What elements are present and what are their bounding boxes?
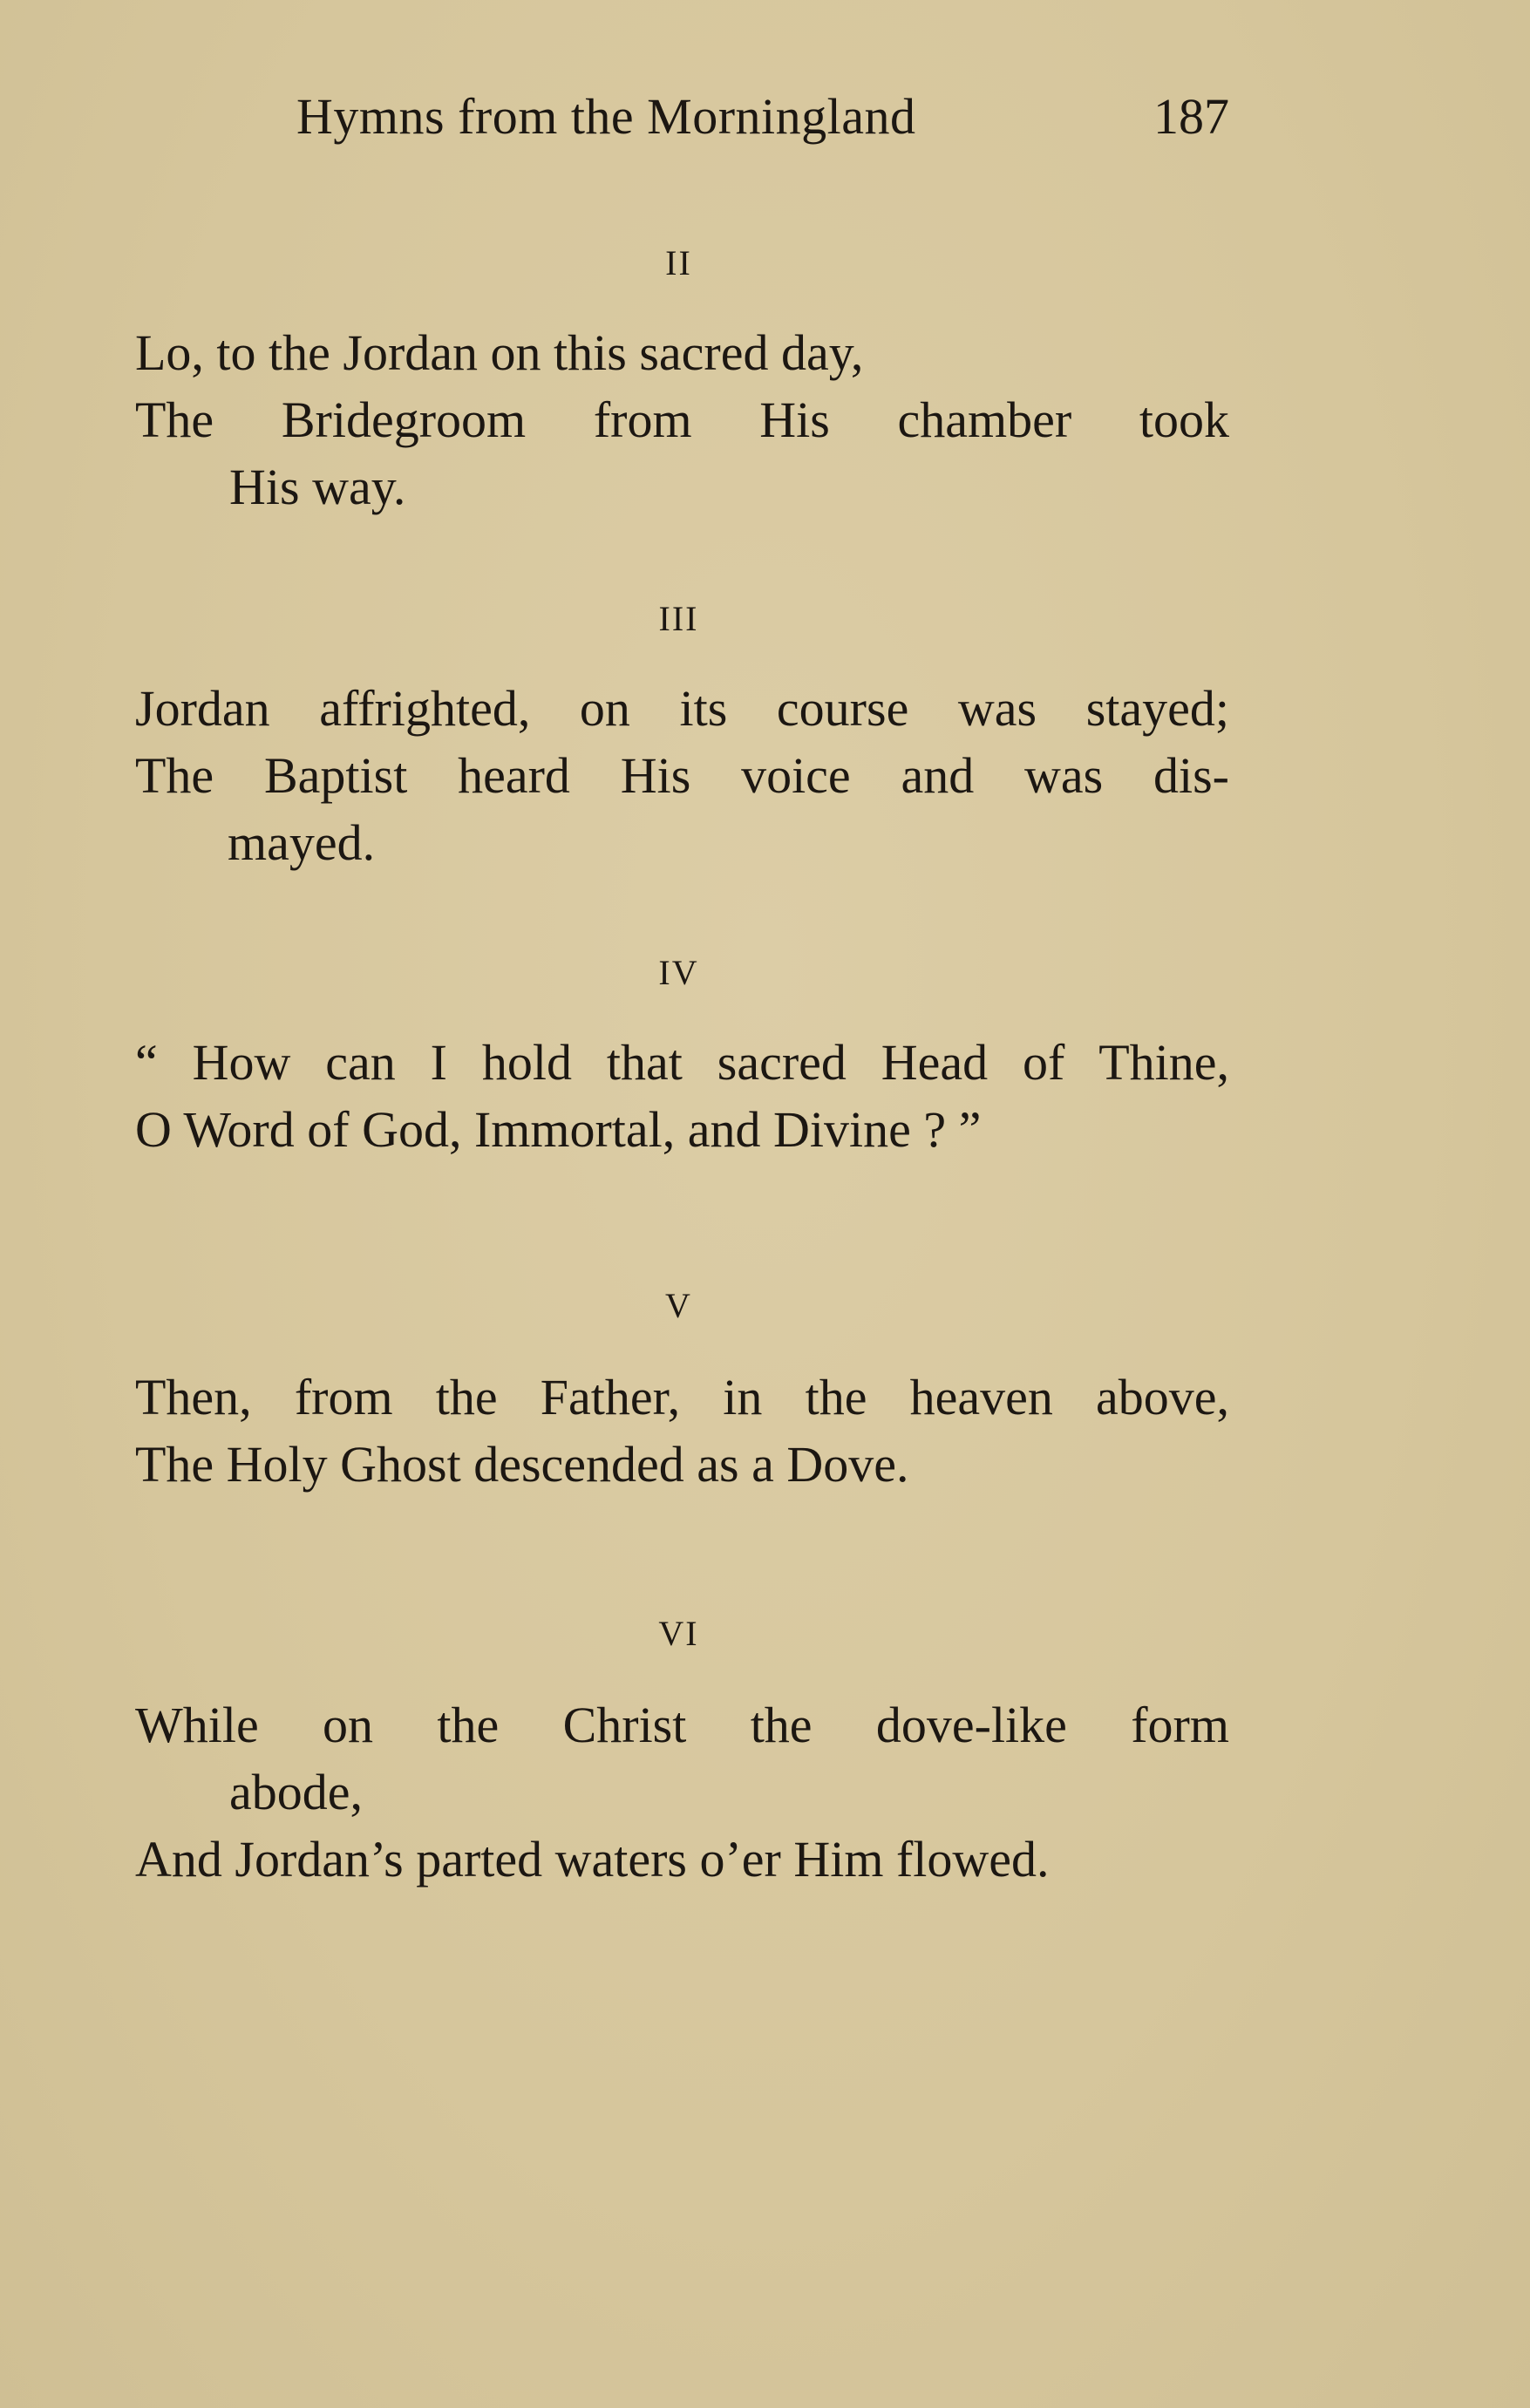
verse-line: Lo, to the Jordan on this sacred day,	[135, 324, 864, 381]
stanza-v	[135, 1364, 1229, 1498]
verse-line: While on the Christ the dove-like form	[135, 1697, 1229, 1753]
verse-line: Jordan affrighted, on its course was stayed;	[135, 680, 1229, 737]
stanza-number-v: V	[665, 1286, 692, 1325]
verse-line: abode,	[229, 1764, 363, 1820]
verse-line: Then, from the Father, in the heaven above,	[135, 1369, 1229, 1425]
verse-line: His way.	[229, 459, 406, 515]
stanza-iii	[135, 675, 1229, 876]
stanza-number-vi: VI	[658, 1614, 699, 1653]
verse-line: “ How can I hold that sacred Head of Thine,	[135, 1034, 1229, 1091]
verse-line: O Word of God, Immortal, and Divine ? ”	[135, 1101, 982, 1158]
stanza-vi	[135, 1691, 1229, 1893]
verse-line: The Holy Ghost descended as a Dove.	[135, 1436, 909, 1493]
stanza-ii	[135, 319, 1229, 520]
stanza-iv	[135, 1029, 1229, 1163]
stanza-number-iii: III	[658, 599, 699, 638]
stanza-number-ii: II	[665, 243, 692, 282]
verse-line: And Jordan’s parted waters o’er Him flowed.	[135, 1831, 1050, 1888]
page-number: 187	[1153, 88, 1229, 145]
verse-line: The Bridegroom from His chamber took	[135, 391, 1229, 448]
page-header	[296, 87, 1229, 157]
verse-line: mayed.	[228, 814, 376, 871]
running-title: Hymns from the Morningland	[296, 88, 916, 145]
verse-line: The Baptist heard His voice and was dis-	[135, 747, 1229, 804]
stanza-number-iv: IV	[658, 953, 699, 992]
